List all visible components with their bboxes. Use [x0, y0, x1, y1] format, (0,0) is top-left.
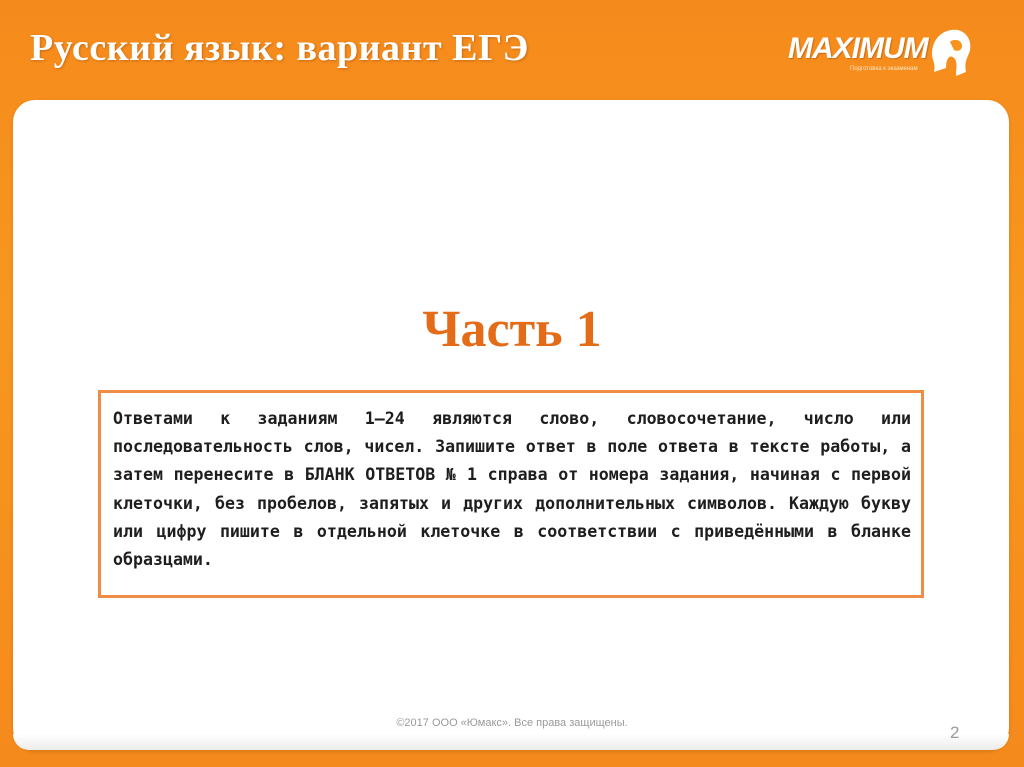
- copyright-notice: ©2017 ООО «Юмакс». Все права защищены.: [396, 717, 628, 729]
- part-heading: Часть 1: [422, 301, 602, 358]
- page-number: 2: [950, 723, 960, 742]
- instructions-text: Ответами к заданиям 1–24 являются слово, словосочетание, число или последовательность слов, чисел. Запишите ответ в поле ответа в тексте работы, а затем перенесите в БЛАНК ОТВЕТОВ № 1 справа от номера задания, начиная с первой клеточки, без пробелов, запятых и других дополнительных символов. Каждую букву или цифру пишите в отдельной клеточке в соответствии с приведёнными в бланке образцами.: [113, 409, 911, 570]
- maximum-logo-mark-icon: [926, 24, 974, 80]
- panel-bottom-edge: [13, 734, 1009, 750]
- slide-title: Русский язык: вариант ЕГЭ: [30, 27, 529, 69]
- instructions-box: [98, 390, 924, 598]
- logo-tagline: Подготовка к экзаменам: [850, 66, 918, 72]
- maximum-logo: [784, 22, 976, 84]
- logo-wordmark: MAXIMUM: [788, 32, 928, 65]
